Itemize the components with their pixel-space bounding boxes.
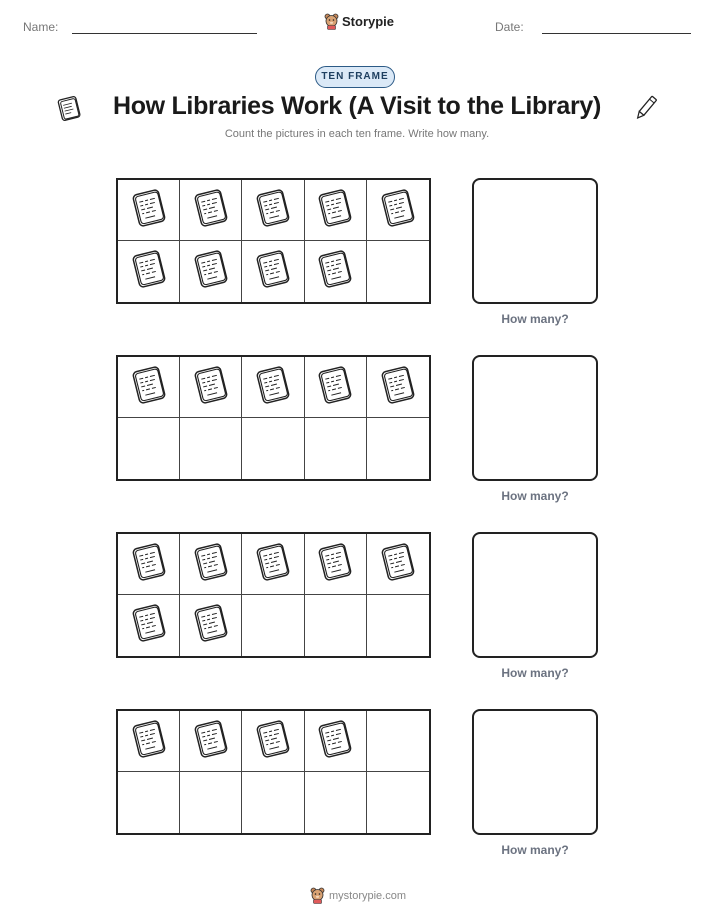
frame-cell	[242, 418, 304, 479]
frame-cell	[242, 241, 304, 302]
how-many-label-4: How many?	[501, 843, 569, 857]
frame-cell	[118, 534, 180, 595]
how-many-label-3: How many?	[501, 666, 569, 680]
frame-cell	[180, 357, 242, 418]
page-title: How Libraries Work (A Visit to the Library)	[112, 92, 602, 120]
footer	[310, 887, 406, 904]
frame-cell	[118, 595, 180, 656]
frame-cell	[367, 711, 429, 772]
book-notes-icon	[191, 363, 231, 412]
frame-cell	[242, 357, 304, 418]
book-notes-icon	[253, 363, 293, 412]
book-notes-icon	[378, 540, 418, 589]
answer-box-2[interactable]	[472, 355, 598, 481]
book-notes-icon	[191, 601, 231, 650]
book-notes-icon	[129, 717, 169, 766]
frame-cell	[180, 241, 242, 302]
book-notes-icon	[253, 540, 293, 589]
frame-cell	[305, 241, 367, 302]
frame-cell	[367, 534, 429, 595]
book-notes-icon	[315, 717, 355, 766]
book-notes-icon	[315, 186, 355, 235]
book-notes-icon	[129, 247, 169, 296]
book-notes-icon	[378, 186, 418, 235]
activity-badge: TEN FRAME	[315, 66, 395, 88]
frame-cell	[180, 418, 242, 479]
frame-cell	[367, 772, 429, 833]
name-label: Name:	[23, 20, 59, 34]
brand-logo	[324, 13, 394, 30]
frame-cell	[242, 180, 304, 241]
frame-cell	[180, 534, 242, 595]
pencil-icon	[632, 93, 660, 123]
book-notes-icon	[253, 247, 293, 296]
book-notes-icon	[129, 186, 169, 235]
frame-cell	[305, 534, 367, 595]
book-notes-icon	[191, 717, 231, 766]
frame-cell	[118, 357, 180, 418]
book-notes-icon	[129, 601, 169, 650]
frame-cell	[305, 180, 367, 241]
instructions: Count the pictures in each ten frame. Write how many.	[224, 128, 490, 140]
frame-cell	[242, 711, 304, 772]
answer-box-4[interactable]	[472, 709, 598, 835]
book-notes-icon	[191, 540, 231, 589]
bear-mascot-icon	[324, 13, 339, 30]
frame-cell	[367, 241, 429, 302]
frame-cell	[367, 595, 429, 656]
book-notes-icon	[191, 186, 231, 235]
frame-cell	[367, 418, 429, 479]
answer-box-3[interactable]	[472, 532, 598, 658]
ten-frame-4	[116, 709, 431, 835]
ten-frame-2	[116, 355, 431, 481]
brand-name: Storypie	[342, 14, 395, 29]
date-label: Date:	[495, 20, 524, 34]
date-line[interactable]	[542, 33, 691, 34]
footer-site: mystorypie.com	[329, 889, 407, 902]
frame-cell	[305, 595, 367, 656]
name-line[interactable]	[72, 33, 257, 34]
frame-cell	[118, 418, 180, 479]
frame-cell	[118, 772, 180, 833]
book-notes-icon	[253, 717, 293, 766]
book-notes-icon	[129, 363, 169, 412]
answer-box-1[interactable]	[472, 178, 598, 304]
book-notes-icon	[191, 247, 231, 296]
book-notes-icon	[129, 540, 169, 589]
book-notes-icon	[315, 540, 355, 589]
frame-cell	[118, 241, 180, 302]
how-many-label-2: How many?	[501, 489, 569, 503]
book-notes-icon	[315, 247, 355, 296]
frame-cell	[305, 711, 367, 772]
frame-cell	[305, 357, 367, 418]
frame-cell	[367, 180, 429, 241]
frame-cell	[242, 772, 304, 833]
frame-cell	[180, 772, 242, 833]
ten-frame-3	[116, 532, 431, 658]
frame-cell	[180, 711, 242, 772]
frame-cell	[367, 357, 429, 418]
ten-frame-1	[116, 178, 431, 304]
frame-cell	[242, 595, 304, 656]
bear-mascot-icon	[310, 887, 325, 904]
book-notes-icon	[253, 186, 293, 235]
frame-cell	[118, 180, 180, 241]
frame-cell	[118, 711, 180, 772]
frame-cell	[180, 180, 242, 241]
book-notes-icon	[315, 363, 355, 412]
frame-cell	[242, 534, 304, 595]
frame-cell	[180, 595, 242, 656]
frame-cell	[305, 418, 367, 479]
frame-cell	[305, 772, 367, 833]
book-notes-icon	[378, 363, 418, 412]
how-many-label-1: How many?	[501, 312, 569, 326]
